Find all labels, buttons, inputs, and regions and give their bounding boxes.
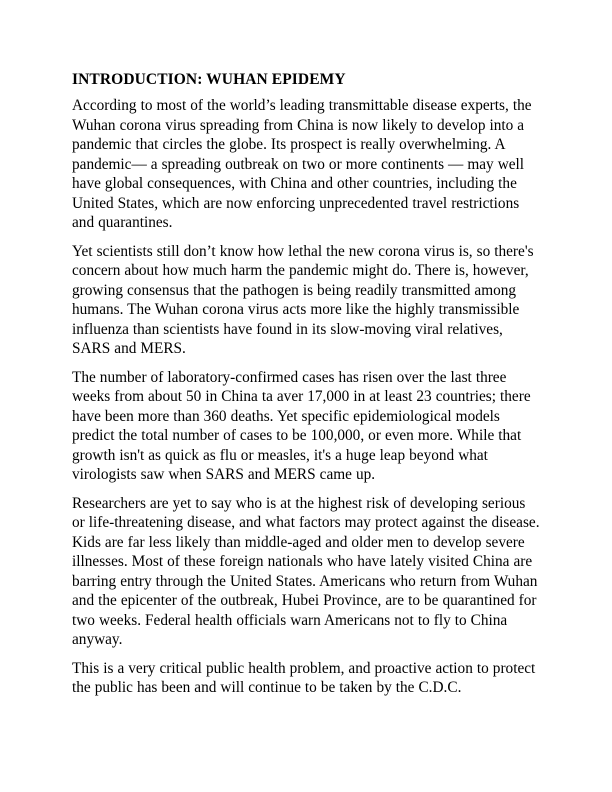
- paragraph-3: The number of laboratory-confirmed cases has risen over the last three weeks from about 50 in China ta aver 17,000 in at least 23 countries; there have been more than 360 deaths. Yet specific epidemiological models predict the total number of cases to be 100,000, or even more. While that growth isn't as quick as flu or measles, it's a huge leap beyond what virologists saw when SARS and MERS came up.: [72, 368, 531, 483]
- paragraph-5: This is a very critical public health problem, and proactive action to protect the public has been and will continue to be taken by the C.D.C.: [72, 659, 536, 696]
- paragraph-2: Yet scientists still don’t know how lethal the new corona virus is, so there's concern about how much harm the pandemic might do. There is, however, growing consensus that the pathogen is being readily transmitted among humans. The Wuhan corona virus acts more like the highly transmissible influenza than scientists have found in its slow-moving viral relatives, SARS and MERS.: [72, 242, 534, 357]
- paragraph-1: According to most of the world’s leading transmittable disease experts, the Wuhan corona virus spreading from China is now likely to develop into a pandemic that circles the globe. Its prospect is really overwhelming. A pandemic— a spreading outbreak on two or more continents — may well have global consequences, with China and other countries, including the United States, which are now enforcing unprecedented travel restrictions and quarantines.: [72, 97, 532, 231]
- document-page: [72, 70, 540, 707]
- paragraph-4: Researchers are yet to say who is at the highest risk of developing serious or life-threatening disease, and what factors may protect against the disease. Kids are far less likely than middle-aged and older men to develop severe illnesses. Most of these foreign nationals who have lately visited China are barring entry through the United States. Americans who return from Wuhan and the epicenter of the outbreak, Hubei Province, are to be quarantined for two weeks. Federal health officials warn Americans not to fly to China anyway.: [72, 494, 540, 648]
- document-title: INTRODUCTION: WUHAN EPIDEMY: [72, 71, 346, 88]
